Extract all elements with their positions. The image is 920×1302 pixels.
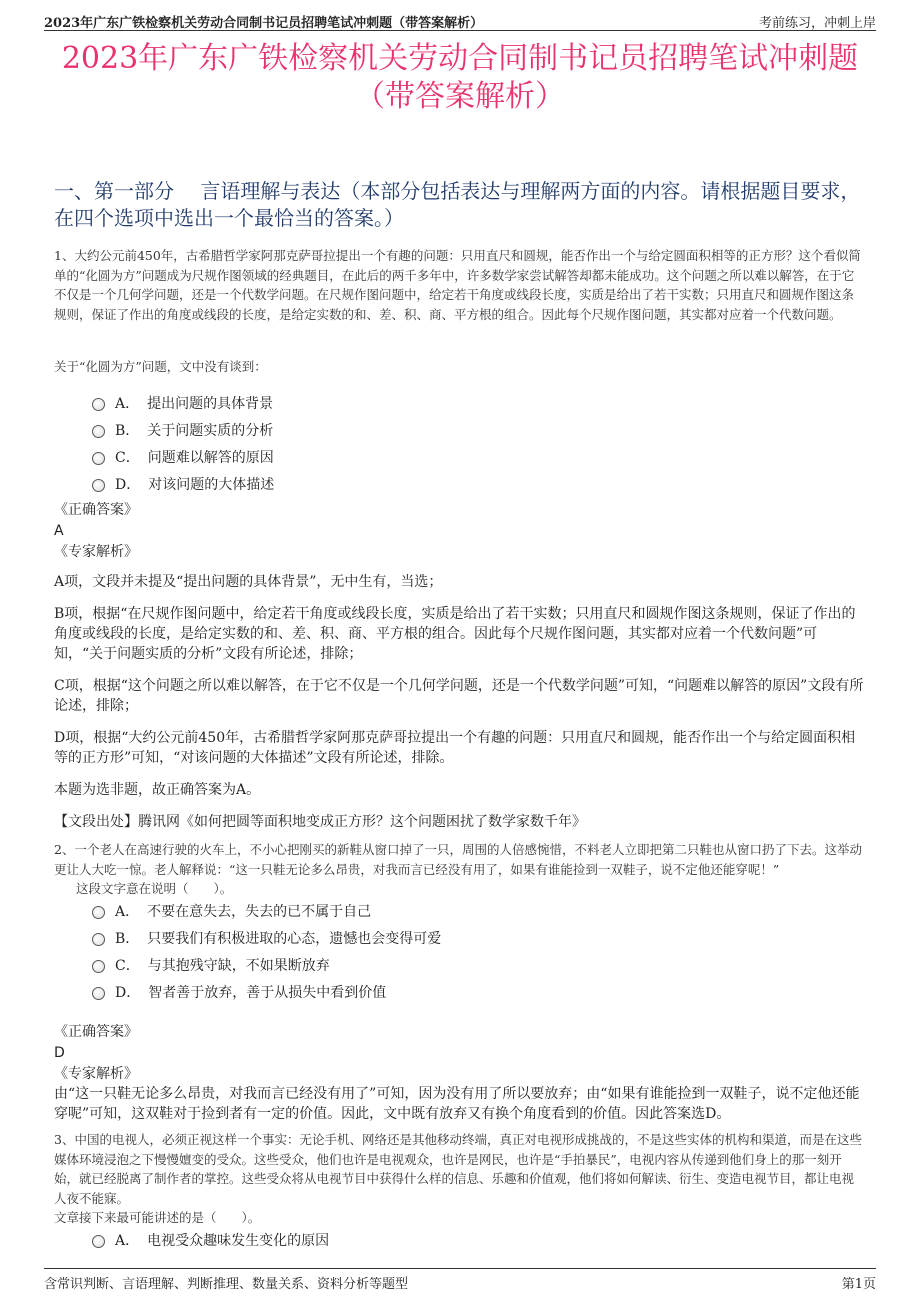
analysis-label: 《专家解析》 (54, 1066, 138, 1082)
question-3-stem-block (54, 1130, 866, 1228)
answer-value: A (54, 523, 64, 539)
question-2-option-d[interactable]: D． 智者善于放弃，善于从损失中看到价值 (92, 978, 441, 1005)
document-title (40, 40, 880, 116)
question-1-prompt: 关于“化圆为方”问题，文中没有谈到： (54, 359, 267, 374)
question-2-answer-block (54, 1022, 866, 1124)
radio-icon[interactable] (92, 960, 105, 973)
analysis-paragraph: C项，根据“这个问题之所以难以解答，在于它不仅是一个几何学问题，还是一个代数学问题”可知，“问题难以解答的原因”文段有所论述，排除； (54, 678, 864, 714)
question-2-option-a[interactable]: A． 不要在意失去，失去的已不属于自己 (92, 897, 441, 924)
question-2-options (92, 897, 441, 1005)
question-3-option-a[interactable]: A． 电视受众趣味发生变化的原因 (92, 1226, 329, 1253)
question-3-prompt: 文章接下来最可能讲述的是（ ）。 (54, 1210, 261, 1225)
radio-icon[interactable] (92, 1235, 105, 1248)
title-line-2: （带答案解析） (355, 79, 565, 114)
answer-value: D (54, 1045, 65, 1061)
radio-icon[interactable] (92, 933, 105, 946)
question-1-answer-block (54, 500, 866, 562)
question-2-stem: 2、一个老人在高速行驶的火车上，不小心把刚买的新鞋从窗口掉了一只，周围的人倍感惋惜，不料老人立即把第二只鞋也从窗口扔了下去。这举动更让人大吃一惊。老人解释说：“这一只鞋无论多么昂贵，对我而言已经没有用了，如果有谁能捡到一双鞋子，说不定他还能穿呢！” (54, 842, 862, 877)
question-1-option-d[interactable]: D． 对该问题的大体描述 (92, 470, 274, 497)
answer-label: 《正确答案》 (54, 502, 138, 518)
question-1-prompt-block (54, 357, 866, 377)
header-doc-title: 2023年广东广铁检察机关劳动合同制书记员招聘笔试冲刺题（带答案解析） (44, 16, 484, 31)
question-1-option-a[interactable]: A． 提出问题的具体背景 (92, 389, 274, 416)
question-2-option-c[interactable]: C． 与其抱残守缺，不如果断放弃 (92, 951, 441, 978)
question-3-options (92, 1226, 329, 1253)
question-2-prompt: 这段文字意在说明（ ）。 (76, 881, 233, 896)
page-footer (44, 1268, 876, 1291)
question-1-option-c[interactable]: C． 问题难以解答的原因 (92, 443, 274, 470)
radio-icon[interactable] (92, 987, 105, 1000)
analysis-paragraph: D项，根据“大约公元前450年，古希腊哲学家阿那克萨哥拉提出一个有趣的问题：只用直尺和圆规，能否作出一个与给定圆面积相等的正方形”可知，“对该问题的大体描述”文段有所论述，排除。 (54, 730, 856, 766)
section-heading: 一、第一部分 言语理解与表达（本部分包括表达与理解两方面的内容。请根据题目要求，在四个选项中选出一个最恰当的答案。） (54, 179, 861, 230)
question-2-stem-block (54, 840, 866, 899)
radio-icon[interactable] (92, 398, 105, 411)
footer-description: 含常识判断、言语理解、判断推理、数量关系、资料分析等题型 (44, 1277, 409, 1292)
analysis-paragraph: B项，根据“在尺规作图问题中，给定若干角度或线段长度，实质是给出了若干实数；只用直尺和圆规作图这条规则，保证了作出的角度或线段的长度，是给定实数的和、差、积、商、平方根的组合。因此每个尺规作图问题，其实都对应着一个代数问题”可知，“关于问题实质的分析”文段有所论述，排除； (54, 606, 856, 662)
radio-icon[interactable] (92, 452, 105, 465)
header-slogan: 考前练习，冲刺上岸 (758, 16, 876, 31)
analysis-label: 《专家解析》 (54, 544, 138, 560)
question-2-option-b[interactable]: B． 只要我们有积极进取的心态，遗憾也会变得可爱 (92, 924, 441, 951)
answer-label: 《正确答案》 (54, 1024, 138, 1040)
radio-icon[interactable] (92, 906, 105, 919)
question-1-options (92, 389, 274, 497)
question-1-stem-block (54, 246, 866, 324)
question-1-analysis (54, 572, 866, 832)
radio-icon[interactable] (92, 479, 105, 492)
source-citation: 【文段出处】腾讯网《如何把圆等面积地变成正方形？这个问题困扰了数学家数千年》 (54, 814, 586, 830)
question-1-option-b[interactable]: B． 关于问题实质的分析 (92, 416, 274, 443)
page-header (44, 8, 876, 31)
analysis-paragraph: A项，文段并未提及“提出问题的具体背景”，无中生有，当选； (54, 574, 443, 590)
question-1-stem: 1、大约公元前450年，古希腊哲学家阿那克萨哥拉提出一个有趣的问题：只用直尺和圆规，能否作出一个与给定圆面积相等的正方形？这个看似简单的“化圆为方”问题成为尺规作图领域的经典题目，在此后的两千多年中，许多数学家尝试解答却都未能成功。这个问题之所以难以解答，在于它不仅是一个几何学问题，还是一个代数学问题。在尺规作图问题中，给定若干角度或线段长度，实质是给出了若干实数；只用直尺和圆规作图这条规则，保证了作出的角度或线段的长度，是给定实数的和、差、积、商、平方根的组合。因此每个尺规作图问题，其实都对应着一个代数问题。 (54, 248, 861, 322)
title-line-1: 2023年广东广铁检察机关劳动合同制书记员招聘笔试冲刺题 (61, 41, 859, 76)
analysis-conclusion: 本题为选非题，故正确答案为A。 (54, 782, 261, 798)
page-number: 第1页 (841, 1277, 876, 1292)
radio-icon[interactable] (92, 425, 105, 438)
question-3-stem: 3、中国的电视人，必须正视这样一个事实：无论手机、网络还是其他移动终端，真正对电视形成挑战的，不是这些实体的机构和渠道，而是在这些媒体环境浸泡之下慢慢嬗变的受众。这些受众，他们也许是电视观众，也许是网民，也许是“手拍暴民”，电视内容从传递到他们身上的那一刻开始，就已经脱离了制作者的掌控。这些受众将从电视节目中获得什么样的信息、乐趣和价值观，他们将如何解读、衍生、变造电视节目，都让电视人夜不能寐。 (54, 1132, 862, 1206)
analysis-paragraph: 由“这一只鞋无论多么昂贵，对我而言已经没有用了”可知，因为没有用了所以要放弃；由“如果有谁能捡到一双鞋子，说不定他还能穿呢”可知，这双鞋对于捡到者有一定的价值。因此，文中既有放弃又有换个角度看到的价值。因此答案选D。 (54, 1086, 860, 1122)
